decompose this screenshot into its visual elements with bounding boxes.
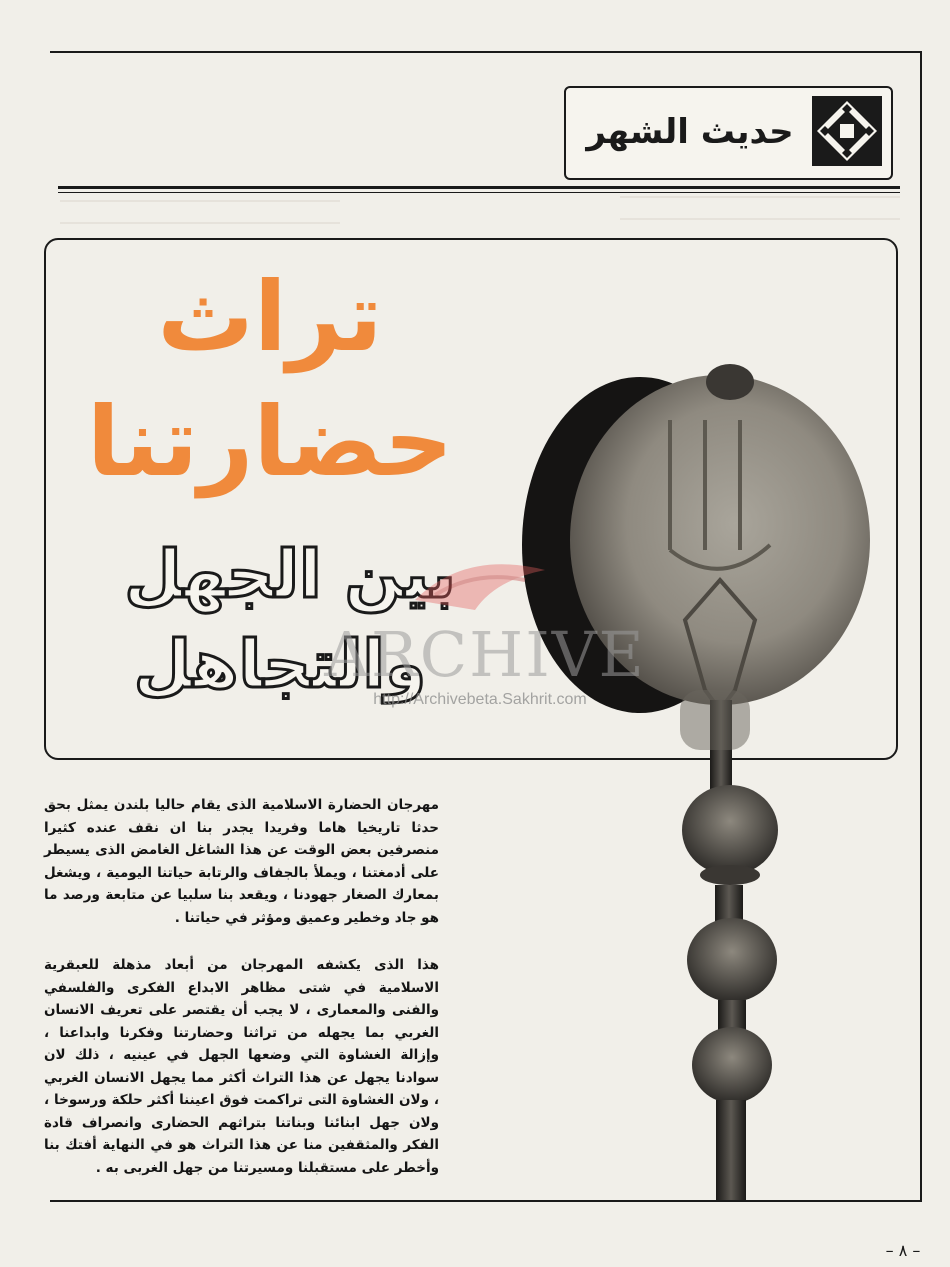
page-number: – ٨ – [885, 1241, 921, 1260]
watermark-text: ARCHIVE [324, 618, 646, 691]
column-header [564, 86, 893, 180]
headline-line-1: تراث [157, 261, 383, 373]
header-rule-thin [58, 192, 900, 193]
article-paragraph-2: هذا الذى يكشفه المهرجان من أبعاد مذهلة للعبقرية الاسلامية في شتى مظاهر الابداع الفكرى والفلسفي والفنى والمعمارى ، لا يجب أن يقتصر على تعريف الانسان الغربي بما يجهله من تراثنا وحضارتنا وفكرنا وابداعنا ، وإزالة الغشاوة التي وضعها الجهل في عينيه ، ذلك لان سوادنا يجهل عن هذا التراث أكثر مما يجهل الانسان الغربي ، ولان الغشاوة التى تراكمت فوق اعيننا أكثر حلكة ورسوخا ، ولان جهل ابنائنا وبناتنا بتراثهم الحضارى وانصراف قادة الفكر والمثقفين منا عن هذا التراث هو في النهاية أفتك بنا وأخطر على مستقبلنا ومسيرتنا من جهل الغربى به . [44, 957, 439, 1176]
header-rule [58, 186, 900, 189]
headline-line-2: حضارتنا [86, 386, 454, 498]
frame-right-line [920, 51, 922, 1201]
bleed-through-area-left [60, 200, 340, 240]
subheadline-line-2: والتجاهل [133, 626, 427, 703]
frame-top-line [50, 51, 922, 53]
artifact-photo [520, 360, 880, 1200]
watermark-bird-icon [405, 540, 555, 620]
diamond-emblem-icon [812, 96, 882, 166]
bleed-through-area-right [620, 196, 900, 236]
frame-bottom-line [50, 1200, 922, 1202]
article-paragraph-1: مهرجان الحضارة الاسلامية الذى يقام حاليا بلندن يمثل بحق حدثا تاريخيا هاما وفريدا يجدر بنا ان نقف عنده كثيرا منصرفين بعض الوقت عن هذا الشاغل الغامض الذى يسيطر على أدمغتنا ، ويملأ بالجفاف والرتابة حياتنا اليومية ، ويشغل بمعارك الصغار جهودنا ، ويقعد بنا سلبيا عن متابعة ورصد ما هو جاد وخطير وعميق ومؤثر في حياتنا . [44, 797, 439, 926]
subheadline-line-1: بين الجهل [124, 536, 456, 613]
watermark-url: http://Archivebeta.Sakhrit.com [373, 691, 587, 708]
column-title: حديث الشهر [586, 112, 794, 152]
